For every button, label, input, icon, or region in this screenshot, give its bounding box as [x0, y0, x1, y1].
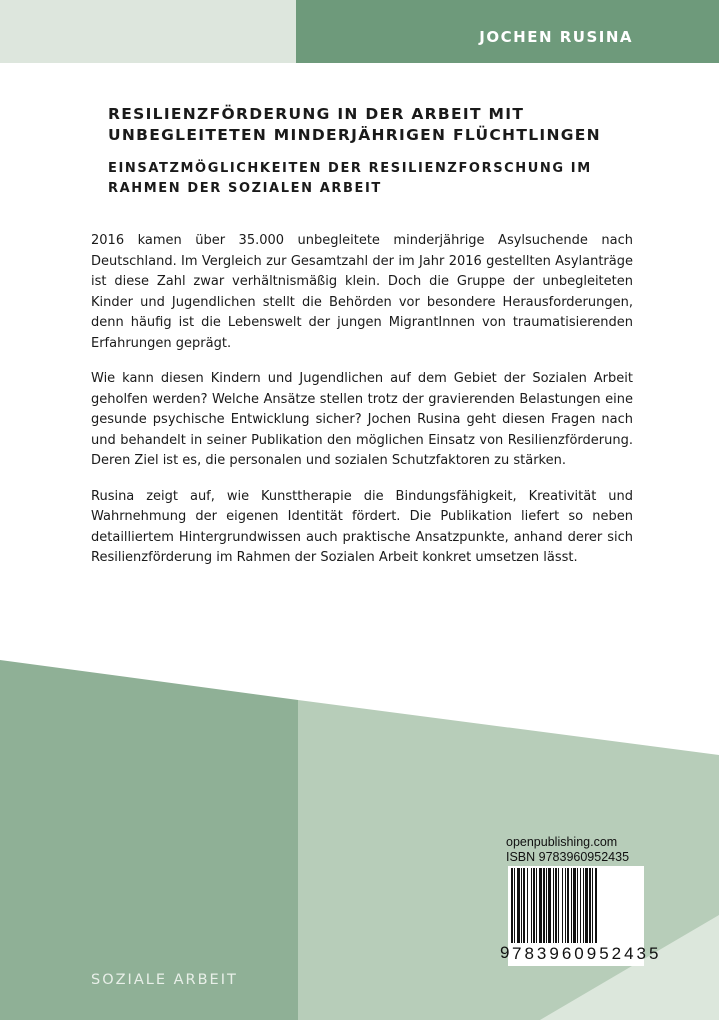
barcode-bar [553, 868, 554, 944]
barcode-bar [521, 868, 522, 944]
barcode-bar [595, 868, 597, 944]
barcode-bar [562, 868, 563, 944]
publisher-url: openpublishing.com [506, 835, 618, 849]
barcode-bar [583, 868, 584, 944]
book-title [108, 104, 668, 146]
barcode-bar [539, 868, 542, 944]
barcode-bar [555, 868, 557, 944]
barcode-bar [531, 868, 532, 944]
blurb-paragraph-1: 2016 kamen über 35.000 unbegleitete minderjährige Asylsuchende nach Deutschland. Im Vergleich zur Gesamtzahl der im Jahr 2016 gestellten Asylanträge ist diese Zahl zwar verhältnismäßig klein. Doch die Gruppe der unbegleiteten Kinder und Jugendlichen stellt die Behörden vor besondere Herausforderungen, denn häufig ist die Lebenswelt der jungen MigrantInnen von traumatisierenden Erfahrungen geprägt. [91, 233, 633, 351]
barcode-bar [536, 868, 537, 944]
barcode-bar [527, 868, 528, 944]
barcode-bar [514, 868, 515, 944]
barcode-bar [558, 868, 559, 944]
blurb-paragraph-3: Rusina zeigt auf, wie Kunsttherapie die Bindungsfähigkeit, Kreativität und Wahrnehmung der eigenen Identität fördert. Die Publikation liefert so neben detailliertem Hintergrundwissen auch praktische Ansatzpunkte, anhand derer sich Resilienzförderung im Rahmen der Sozialen Arbeit konkret umsetzen lässt. [91, 488, 633, 565]
barcode-bar [533, 868, 535, 944]
shape-left-panel [0, 660, 298, 1020]
title-line-1: RESILIENZFÖRDERUNG IN DER ARBEIT MIT [108, 105, 525, 123]
barcode-bar [573, 868, 576, 944]
barcode-bar [548, 868, 551, 944]
barcode-bar [517, 868, 520, 944]
barcode-bar [589, 868, 591, 944]
barcode-bar [546, 868, 547, 944]
blurb [91, 231, 633, 584]
barcode-group-1: 783960 [512, 944, 587, 963]
barcode-first-digit: 9 [500, 943, 510, 962]
barcode-group-2: 952435 [586, 944, 662, 963]
barcode-bar [565, 868, 566, 944]
barcode-bar [523, 868, 525, 944]
barcode-bar [580, 868, 581, 944]
barcode-bar [571, 868, 572, 944]
barcode-bar [577, 868, 578, 944]
barcode-bar [592, 868, 593, 944]
barcode-bar [511, 868, 513, 944]
blurb-paragraph-2: Wie kann diesen Kindern und Jugendlichen auf dem Gebiet der Sozialen Arbeit geholfen werden? Welche Ansätze stellen trotz der gravierenden Belastungen eine gesunde psychische Entwicklung sicher? Jochen Rusina geht diesen Fragen nach und behandelt in seiner Publikation den möglichen Einsatz von Resilienzförderung. Deren Ziel ist es, die personalen und sozialen Schutzfaktoren zu stärken. [91, 371, 633, 468]
barcode-digits [510, 943, 662, 965]
header-band-light [0, 0, 296, 63]
subtitle-line-2: RAHMEN DER SOZIALEN ARBEIT [108, 181, 382, 196]
barcode-bar [567, 868, 569, 944]
barcode-bar [543, 868, 545, 944]
category-label: SOZIALE ARBEIT [91, 972, 238, 988]
title-line-2: UNBEGLEITETEN MINDERJÄHRIGEN FLÜCHTLINGEN [108, 126, 601, 144]
subtitle-line-1: EINSATZMÖGLICHKEITEN DER RESILIENZFORSCHUNG IM [108, 161, 592, 176]
author-name: JOCHEN RUSINA [479, 28, 633, 46]
barcode-bar [585, 868, 588, 944]
isbn-label: ISBN 9783960952435 [506, 850, 630, 864]
book-subtitle [108, 159, 668, 199]
publisher-info [506, 835, 629, 865]
